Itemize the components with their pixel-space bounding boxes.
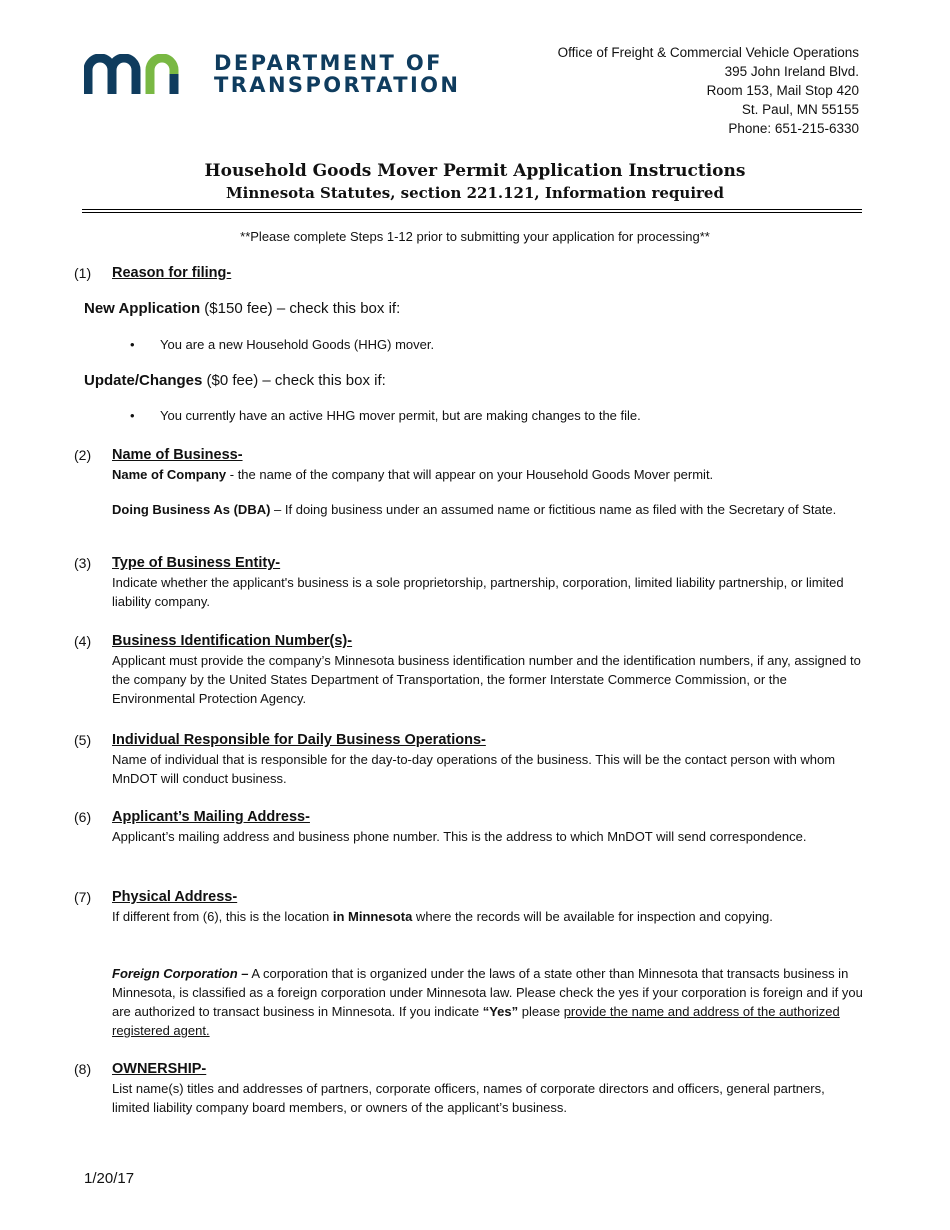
section-heading: Name of Business- xyxy=(112,447,243,463)
title-main: Household Goods Mover Permit Application Instructions xyxy=(204,161,746,181)
foreign-corporation-body: A corporation that is organized under the laws of a state other than Minnesota that transacts business in Minnesota, is classified as a foreign corporation under Minnesota law. Please check the yes if your corporation is foreign and if you are authorized to transact business in Minnesota. If you indicate xyxy=(112,966,863,1019)
list-item xyxy=(130,337,434,352)
dba-description xyxy=(112,500,864,519)
physical-address-bold: in Minnesota xyxy=(332,909,413,924)
new-application-fee: ($150 fee) – check this box if: xyxy=(200,300,401,317)
title-rule-top xyxy=(82,209,862,210)
section-text: Applicant must provide the company’s Minnesota business identification number and the identification numbers, if any, assigned to the company by the United States Department of Transportation, the former Interstate Commerce Commission, or the Environmental Protection Agency. xyxy=(112,653,861,706)
section-7 xyxy=(74,888,864,1040)
section-heading: Applicant’s Mailing Address- xyxy=(112,809,310,825)
company-name-text: - the name of the company that will appear on your Household Goods Mover permit. xyxy=(226,467,714,482)
section-5 xyxy=(74,731,864,788)
logo-wordmark xyxy=(214,52,460,96)
section-number: (2) xyxy=(74,447,92,463)
section-number: (3) xyxy=(74,555,92,571)
new-application-line xyxy=(84,300,400,317)
physical-address-text xyxy=(112,907,864,926)
please-text: please xyxy=(518,1004,564,1019)
office-room: Room 153, Mail Stop 420 xyxy=(706,83,859,98)
section-text: Indicate whether the applicant's business is a sole proprietorship, partnership, corporation, limited liability partnership, or limited liability company. xyxy=(112,575,844,609)
section-number: (7) xyxy=(74,889,92,905)
company-name-label: Name of Company xyxy=(112,467,227,482)
section-heading: Reason for filing- xyxy=(112,265,232,281)
section-number: (4) xyxy=(74,633,92,649)
title-sub: Minnesota Statutes, section 221.121, Information required xyxy=(226,184,724,202)
office-street: 395 John Ireland Blvd. xyxy=(724,64,859,79)
provide-agent-underlined: provide the name and address of the authorized registered agent. xyxy=(112,1004,840,1038)
physical-address-text-a: If different from (6), this is the location xyxy=(112,909,333,924)
office-address xyxy=(558,43,859,138)
list-item xyxy=(130,408,641,423)
section-text: Name of individual that is responsible for the day-to-day operations of the business. This will be the contact person with whom MnDOT will conduct business. xyxy=(112,752,836,786)
section-number: (8) xyxy=(74,1061,92,1077)
logo-text-transportation: TRANSPORTATION xyxy=(214,73,461,97)
title-rule-bottom xyxy=(82,212,862,213)
section-heading: Type of Business Entity- xyxy=(112,555,281,571)
update-changes-line xyxy=(84,372,386,389)
dba-text: – If doing business under an assumed name or fictitious name as filed with the Secretary of State. xyxy=(270,502,837,517)
instructions-notice: **Please complete Steps 1-12 prior to submitting your application for processing** xyxy=(240,229,710,244)
list-item-text: You are a new Household Goods (HHG) mover. xyxy=(160,337,435,352)
section-heading: OWNERSHIP- xyxy=(112,1061,207,1077)
foreign-corporation-text xyxy=(112,964,864,1040)
foreign-corporation-label: Foreign Corporation – xyxy=(112,966,249,981)
revision-date: 1/20/17 xyxy=(84,1170,135,1187)
section-6 xyxy=(74,808,864,846)
company-name-description xyxy=(112,465,864,484)
list-item-text: You currently have an active HHG mover permit, but are making changes to the file. xyxy=(160,408,641,423)
yes-emphasis: “Yes” xyxy=(482,1004,519,1019)
section-text: List name(s) titles and addresses of partners, corporate officers, names of corporate directors and officers, general partners, limited liability company board members, or owners of the applicant’s business. xyxy=(112,1081,825,1115)
section-4 xyxy=(74,632,864,708)
update-changes-fee: ($0 fee) – check this box if: xyxy=(202,372,386,389)
section-1 xyxy=(74,264,864,283)
section-3 xyxy=(74,554,864,611)
office-phone: Phone: 651-215-6330 xyxy=(728,121,859,136)
update-changes-label: Update/Changes xyxy=(84,372,203,389)
section-number: (1) xyxy=(74,265,92,281)
office-city: St. Paul, MN 55155 xyxy=(741,102,859,117)
new-application-label: New Application xyxy=(84,300,201,317)
section-heading: Business Identification Number(s)- xyxy=(112,633,353,649)
mndot-logo xyxy=(84,52,460,96)
section-heading: Individual Responsible for Daily Business Operations- xyxy=(112,732,486,748)
logo-text-department: DEPARTMENT OF xyxy=(214,51,443,75)
bullet-icon: • xyxy=(130,408,135,423)
section-8 xyxy=(74,1060,864,1117)
section-text: Applicant’s mailing address and business phone number. This is the address to which MnDOT will send correspondence. xyxy=(112,829,807,844)
section-heading: Physical Address- xyxy=(112,889,238,905)
bullet-icon: • xyxy=(130,337,135,352)
dba-label: Doing Business As (DBA) xyxy=(112,502,271,517)
office-name: Office of Freight & Commercial Vehicle Operations xyxy=(557,45,859,60)
section-number: (6) xyxy=(74,809,92,825)
physical-address-text-b: where the records will be available for inspection and copying. xyxy=(412,909,773,924)
section-number: (5) xyxy=(74,732,92,748)
document-title xyxy=(0,160,950,204)
mn-logo-mark xyxy=(84,54,202,94)
section-2 xyxy=(74,446,864,519)
